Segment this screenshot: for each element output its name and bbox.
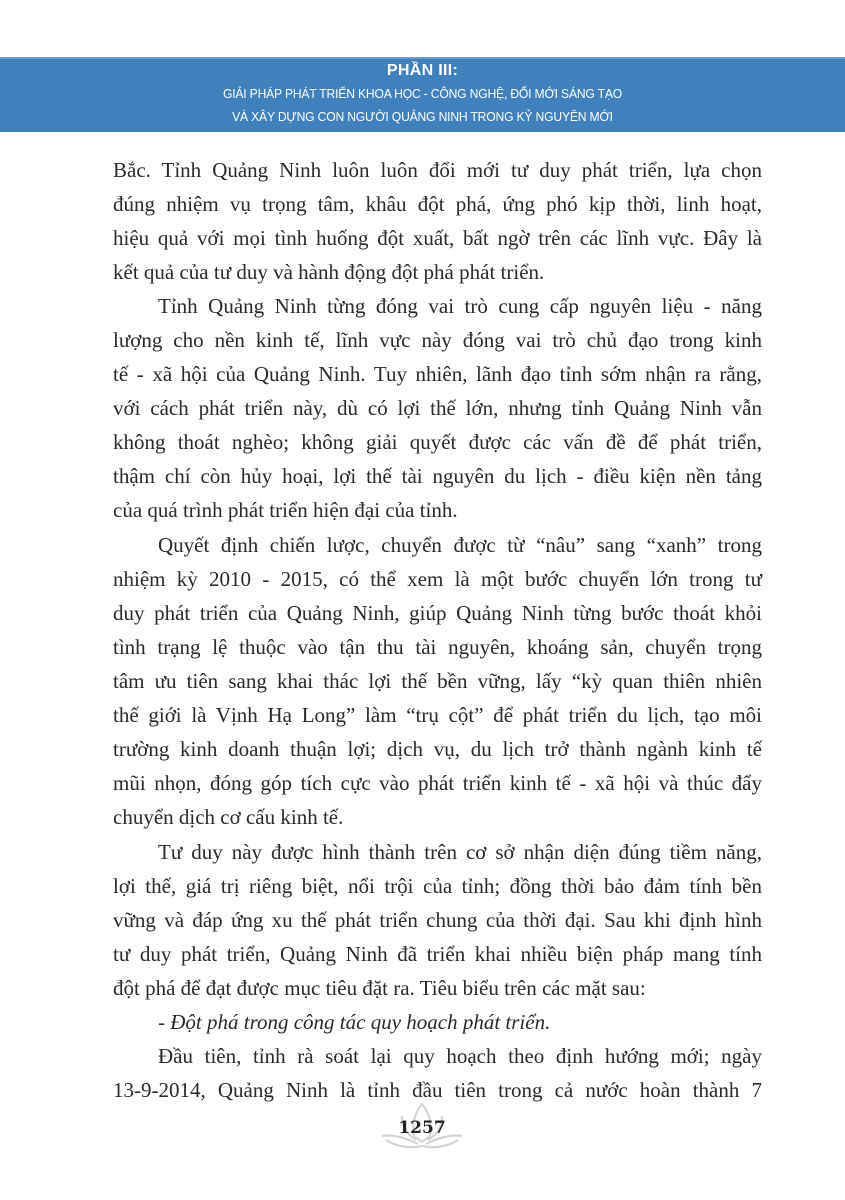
text-line: Quyết định chiến lược, chuyển được từ “nâu” sang “xanh” trong (158, 533, 762, 557)
text-line: trường kinh doanh thuận lợi; dịch vụ, du lịch trở thành ngành kinh tế (113, 737, 762, 761)
text-line: 13-9-2014, Quảng Ninh là tỉnh đầu tiên trong cả nước hoàn thành 7 (113, 1078, 762, 1102)
text-line: Tỉnh Quảng Ninh từng đóng vai trò cung cấp nguyên liệu - năng (158, 294, 762, 318)
page-footer (372, 1100, 472, 1152)
text-line: hiệu quả với mọi tình huống đột xuất, bất ngờ trên các lĩnh vực. Đây là (113, 226, 762, 250)
text-line: thế giới là Vịnh Hạ Long” làm “trụ cột” để phát triển du lịch, tạo môi (113, 703, 762, 727)
part-title: PHẦN III: (386, 62, 459, 79)
text-line: tư duy phát triển, Quảng Ninh đã triển khai nhiều biện pháp mang tính (113, 942, 762, 966)
text-line: mũi nhọn, đóng góp tích cực vào phát triển kinh tế - xã hội và thúc đẩy (113, 771, 762, 795)
text-line: chuyển dịch cơ cấu kinh tế. (113, 805, 344, 829)
text-line: tế - xã hội của Quảng Ninh. Tuy nhiên, lãnh đạo tỉnh sớm nhận ra rằng, (113, 362, 762, 386)
part-subtitle-line-2: VÀ XÂY DỰNG CON NGƯỜI QUẢNG NINH TRONG KỶ NGUYÊN MỚI (232, 109, 613, 124)
text-line: đúng nhiệm vụ trọng tâm, khâu đột phá, ứng phó kịp thời, linh hoạt, (113, 192, 762, 216)
page-number: 1257 (398, 1118, 446, 1138)
text-line: kết quả của tư duy và hành động đột phá phát triển. (113, 260, 545, 284)
text-line: Đầu tiên, tỉnh rà soát lại quy hoạch theo định hướng mới; ngày (158, 1044, 762, 1068)
section-heading-italic: - Đột phá trong công tác quy hoạch phát triển. (158, 1010, 551, 1034)
text-line: tình trạng lệ thuộc vào tận thu tài nguyên, khoáng sản, chuyển trọng (113, 635, 762, 659)
text-line: đột phá để đạt được mục tiêu đặt ra. Tiêu biểu trên các mặt sau: (113, 976, 646, 1000)
text-line: không thoát nghèo; không giải quyết được các vấn đề để phát triển, (113, 430, 762, 454)
text-line: với cách phát triển này, dù có lợi thế lớn, nhưng tỉnh Quảng Ninh vẫn (113, 396, 762, 420)
text-line: lượng cho nền kinh tế, lĩnh vực này đóng vai trò chủ đạo trong kinh (113, 328, 762, 352)
text-line: của quá trình phát triển hiện đại của tỉnh. (113, 498, 458, 522)
text-line: Bắc. Tỉnh Quảng Ninh luôn luôn đổi mới tư duy phát triển, lựa chọn (113, 158, 762, 182)
text-line: thậm chí còn hủy hoại, lợi thế tài nguyên du lịch - điều kiện nền tảng (113, 464, 762, 488)
text-line: nhiệm kỳ 2010 - 2015, có thể xem là một bước chuyển lớn trong tư (113, 567, 762, 591)
text-line: tâm ưu tiên sang khai thác lợi thế bền vững, lấy “kỳ quan thiên nhiên (113, 669, 762, 693)
part-subtitle-line-1: GIẢI PHÁP PHÁT TRIỂN KHOA HỌC - CÔNG NGHỆ, ĐỔI MỚI SÁNG TẠO (222, 86, 623, 101)
text-line: lợi thế, giá trị riêng biệt, nổi trội của tỉnh; đồng thời bảo đảm tính bền (113, 874, 762, 898)
text-line: duy phát triển của Quảng Ninh, giúp Quảng Ninh từng bước thoát khỏi (113, 601, 762, 625)
text-line: Tư duy này được hình thành trên cơ sở nhận diện đúng tiềm năng, (158, 840, 762, 864)
text-line: vững và đáp ứng xu thế phát triển chung của thời đại. Sau khi định hình (113, 908, 762, 932)
